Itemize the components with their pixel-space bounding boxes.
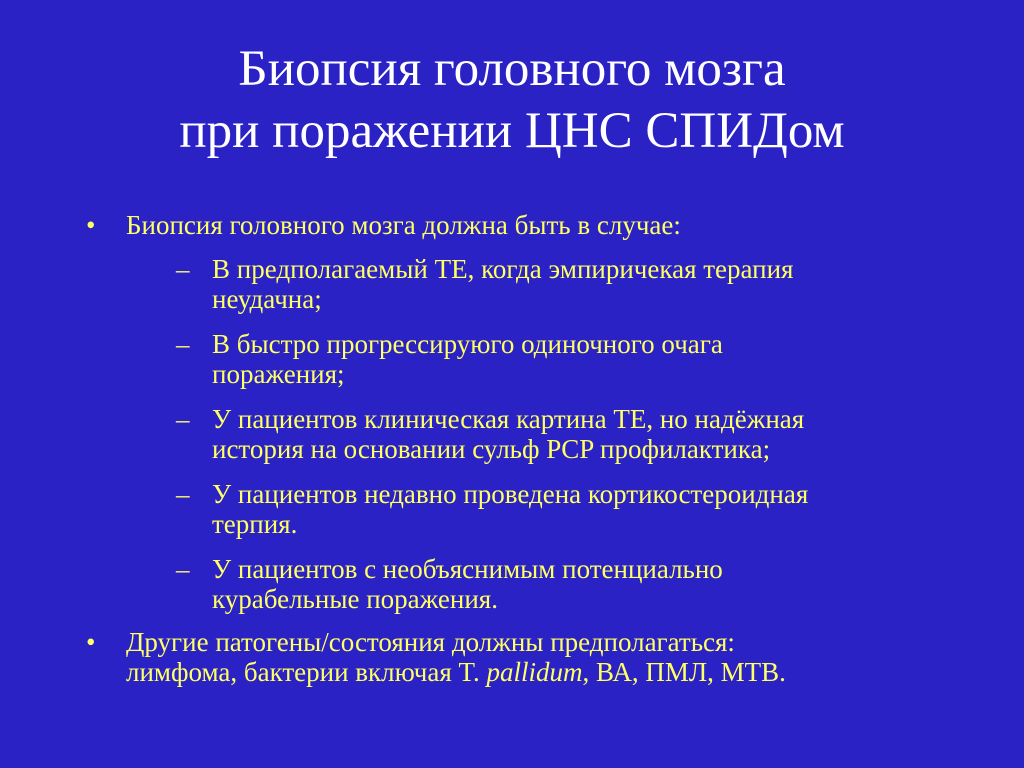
bullet-icon: • bbox=[86, 627, 96, 657]
title-line-2: при поражении ЦНС СПИДом bbox=[179, 103, 845, 159]
dash-icon: – bbox=[176, 479, 190, 509]
dash-icon: – bbox=[176, 329, 190, 359]
sub-item bbox=[126, 329, 986, 389]
sub-item-line-2: неудачна; bbox=[212, 284, 322, 314]
sub-item-line-1: У пациентов клиническая картина ТЕ, но надёжная bbox=[212, 404, 805, 434]
sub-item-line-2: поражения; bbox=[212, 359, 345, 389]
dash-icon: – bbox=[176, 254, 190, 284]
sub-item bbox=[126, 254, 986, 314]
slide-title bbox=[0, 38, 1024, 162]
bullet-biopsy-indications bbox=[86, 210, 986, 614]
title-line-1: Биопсия головного мозга bbox=[238, 41, 786, 97]
bullet-other-pathogens bbox=[86, 627, 986, 687]
bullet-line-2 bbox=[126, 657, 786, 687]
bullet-line-1: Другие патогены/состояния должны предполагаться: bbox=[126, 627, 735, 657]
dash-icon: – bbox=[176, 554, 190, 584]
sub-item bbox=[126, 479, 986, 539]
dash-icon: – bbox=[176, 404, 190, 434]
sub-item bbox=[126, 404, 986, 464]
sub-item-line-1: В предполагаемый ТЕ, когда эмпиричекая терапия bbox=[212, 254, 794, 284]
sub-item-line-1: В быстро прогрессируюго одиночного очага bbox=[212, 329, 723, 359]
pathogen-species-italic: pallidum bbox=[486, 657, 583, 687]
sub-item bbox=[126, 554, 986, 614]
sub-list bbox=[126, 254, 986, 614]
sub-item-line-1: У пациентов с необъяснимым потенциально bbox=[212, 554, 723, 584]
sub-item-line-2: история на основании сульф PCP профилактика; bbox=[212, 434, 771, 464]
sub-item-line-2: терпия. bbox=[212, 509, 298, 539]
bullet-line-2-start: лимфома, бактерии включая T. bbox=[126, 657, 487, 687]
bullet-icon: • bbox=[86, 210, 96, 240]
bullet-line-2-end: , ВА, ПМЛ, МТВ. bbox=[582, 657, 786, 687]
slide-content bbox=[86, 210, 986, 700]
bullet-text: Биопсия головного мозга должна быть в случае: bbox=[126, 210, 681, 240]
sub-item-line-2: курабельные поражения. bbox=[212, 584, 498, 614]
sub-item-line-1: У пациентов недавно проведена кортикостероидная bbox=[212, 479, 809, 509]
